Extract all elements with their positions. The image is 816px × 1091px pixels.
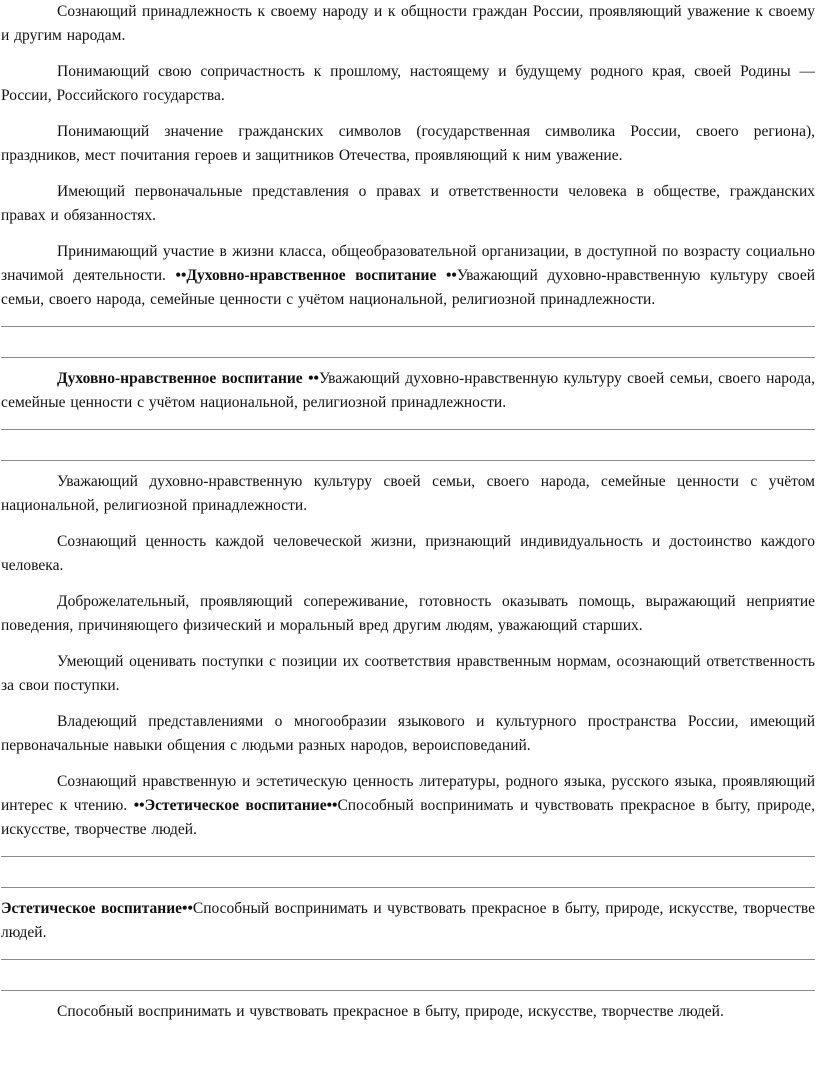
bullet-marks: ••: [182, 900, 193, 917]
paragraph-tail: Уважающий духовно-нравственную культуру своей семьи, своего народа, семейные ценности с учётом национальной, религиозной принадлежности.: [1, 370, 815, 411]
paragraph-aesthetic-section: [1, 897, 815, 945]
paragraph-diversity: Владеющий представлениями о многообразии языкового и культурного пространства России, имеющий первоначальные навыки общения с людьми разных народов, вероисповеданий.: [1, 713, 815, 754]
section-heading-aesthetic: Эстетическое воспитание: [1, 900, 183, 917]
section-heading-spiritual: Духовно-нравственное воспитание: [57, 370, 309, 387]
bullet-marks: ••: [445, 267, 457, 284]
bullet-marks: ••: [133, 797, 145, 814]
section-heading-aesthetic: Эстетическое воспитание: [144, 797, 327, 814]
paragraph-rights: Имеющий первоначальные представления о правах и ответственности человека в обществе, гражданских правах и обязанностях.: [1, 183, 815, 224]
section-heading-spiritual: Духовно-нравственное воспитание: [186, 267, 446, 284]
paragraph-human-life: Сознающий ценность каждой человеческой жизни, признающий индивидуальность и достоинство каждого человека.: [1, 533, 815, 574]
paragraph-civic-belonging: Сознающий принадлежность к своему народу и к общности граждан России, проявляющий уважение к своему и другим народам.: [1, 3, 815, 44]
bullet-marks: ••: [175, 267, 187, 284]
paragraph-moral-norms: Умеющий оценивать поступки с позиции их соответствия нравственным нормам, осознающий ответственность за свои поступки.: [1, 653, 815, 694]
paragraph-class-participation: [1, 240, 815, 312]
paragraph-tail: Уважающий духовно-нравственную культуру своей семьи, своего народа, семейные ценности с учётом национальной, религиозной принадлежности.: [1, 267, 816, 308]
bullet-marks: ••: [308, 370, 319, 387]
bullet-marks: ••: [326, 797, 338, 814]
paragraph-literature: [1, 770, 815, 842]
paragraph-tail: Способный воспринимать и чувствовать прекрасное в быту, природе, искусстве, творчестве людей.: [1, 797, 816, 838]
paragraph-civic-symbols: Понимающий значение гражданских символов (государственная символика России, своего региона), праздников, мест почитания героев и защитников Отечества, проявляющий к ним уважение.: [1, 123, 815, 164]
paragraph-beauty: Способный воспринимать и чувствовать прекрасное в быту, природе, искусстве, творчестве людей.: [57, 1003, 724, 1020]
paragraph-spiritual-section: [1, 367, 815, 415]
paragraph-lead: Принимающий участие в жизни класса, общеобразовательной организации, в доступной по возрасту социально значимой деятельности.: [1, 243, 815, 284]
paragraph-lead: Сознающий нравственную и эстетическую ценность литературы, родного языка, русского языка, проявляющий интерес к чтению.: [1, 773, 815, 814]
paragraph-homeland: Понимающий свою сопричастность к прошлому, настоящему и будущему родного края, своей Родины — России, Российского государства.: [1, 63, 815, 104]
paragraph-kindness: Доброжелательный, проявляющий сопереживание, готовность оказывать помощь, выражающий неприятие поведения, причиняющего физический и моральный вред другим людям, уважающий старших.: [1, 593, 815, 634]
paragraph-tail: Способный воспринимать и чувствовать прекрасное в быту, природе, искусстве, творчестве людей.: [1, 900, 815, 941]
paragraph-family-values: Уважающий духовно-нравственную культуру своей семьи, своего народа, семейные ценности с учётом национальной, религиозной принадлежности.: [1, 473, 815, 514]
